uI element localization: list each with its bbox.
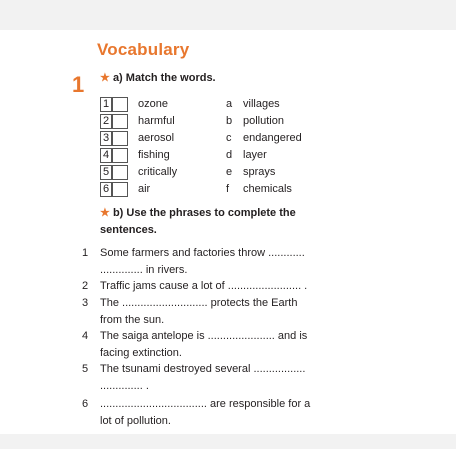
match-number: 3: [100, 131, 112, 146]
sentence-number: 5: [82, 363, 89, 375]
sentence-number: 1: [82, 247, 89, 259]
answer-box[interactable]: [112, 114, 128, 129]
sentence-number: 6: [82, 398, 89, 410]
match-left-word: aerosol: [138, 132, 175, 144]
match-left-word: air: [138, 183, 151, 195]
exercise-number: 1: [72, 72, 85, 97]
star-icon: ★: [100, 207, 110, 219]
match-letter: f: [226, 183, 230, 195]
match-left-word: ozone: [138, 98, 168, 110]
match-number: 2: [100, 114, 112, 129]
sentence-text: ................................... are responsible for a lot of pollution.: [100, 398, 311, 427]
match-left-word: harmful: [138, 115, 175, 127]
match-letter: a: [226, 98, 233, 110]
answer-box[interactable]: [112, 131, 128, 146]
match-right-word: chemicals: [243, 183, 292, 195]
match-letter: d: [226, 149, 233, 161]
match-right-word: pollution: [243, 115, 284, 127]
match-number: 1: [100, 97, 112, 112]
match-right-word: endangered: [243, 132, 302, 144]
sentence-text: The saiga antelope is ...................... and is facing extinction.: [100, 330, 308, 359]
sentence-text: Some farmers and factories throw ............ .............. in rivers.: [100, 247, 305, 276]
match-letter: e: [226, 166, 233, 178]
part-b-instruction: b) Use the phrases to complete the sentences.: [100, 207, 296, 236]
sentence-text: The tsunami destroyed several ................. .............. .: [100, 363, 306, 392]
part-b-heading: [100, 205, 330, 239]
answer-box[interactable]: [112, 97, 128, 112]
sentence-number: 2: [82, 280, 89, 292]
sentence-number: 4: [82, 330, 89, 342]
match-number: 4: [100, 148, 112, 163]
part-a-instruction: a) Match the words.: [112, 72, 216, 84]
match-number: 6: [100, 182, 112, 197]
match-right-word: sprays: [243, 166, 276, 178]
sentence-text: The ............................ protects the Earth from the sun.: [100, 297, 298, 326]
textbook-page: [0, 30, 456, 434]
match-left-word: fishing: [138, 149, 170, 161]
answer-box[interactable]: [112, 182, 128, 197]
part-a-heading: [100, 71, 216, 84]
match-letter: c: [226, 132, 232, 144]
match-number: 5: [100, 165, 112, 180]
answer-box[interactable]: [112, 165, 128, 180]
match-right-word: layer: [243, 149, 267, 161]
match-letter: b: [226, 115, 233, 127]
sentence-text: Traffic jams cause a lot of ........................ .: [100, 280, 308, 292]
match-right-word: villages: [243, 98, 280, 110]
match-left-word: critically: [138, 166, 178, 178]
sentence-number: 3: [82, 297, 89, 309]
star-icon: ★: [100, 72, 110, 84]
page-title: Vocabulary: [97, 40, 190, 59]
answer-box[interactable]: [112, 148, 128, 163]
